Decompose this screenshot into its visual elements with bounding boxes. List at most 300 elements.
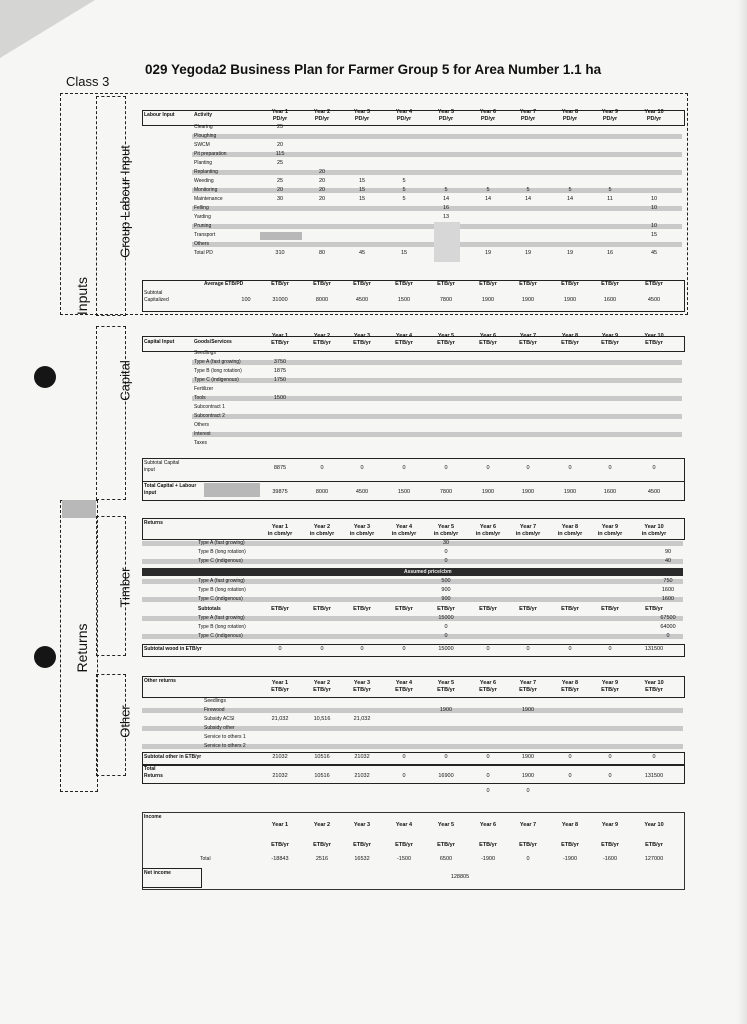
- group-labour-input-side-label: Group Labour Input: [117, 145, 133, 258]
- year-header: Year 7: [519, 333, 537, 339]
- etb-unit-header: ETB/yr: [353, 281, 371, 287]
- income-year-header: Year 8: [561, 822, 579, 828]
- labour-cell: 5: [486, 187, 490, 193]
- unit-header: ETB/yr: [645, 687, 663, 693]
- labour-cell: 16: [606, 250, 614, 256]
- labour-cell: 15: [358, 187, 366, 193]
- income-unit-header: ETB/yr: [353, 842, 371, 848]
- etb-unit-header: ETB/yr: [645, 606, 663, 612]
- capital-subtotal-cell: 0: [568, 465, 572, 471]
- timber-returns-table: [142, 518, 685, 663]
- firewood-y5: 1900: [439, 707, 453, 713]
- unit-header: in cbm/yr: [557, 531, 583, 537]
- unit-header: ETB/yr: [601, 687, 619, 693]
- year-header: Year 3: [353, 524, 371, 530]
- etb-unit-header: ETB/yr: [313, 606, 331, 612]
- unit-header: in cbm/yr: [267, 531, 293, 537]
- other-subtotal-cell: 1900: [521, 754, 535, 760]
- capital-total-cell: 4500: [355, 489, 369, 495]
- income-year-header: Year 5: [437, 822, 455, 828]
- income-unit-header: ETB/yr: [313, 842, 331, 848]
- labour-subtotal-cell: 4500: [355, 297, 369, 303]
- row-stripe: [192, 170, 682, 175]
- labour-subtotal-cell: 1600: [603, 297, 617, 303]
- timber-price-y10: 750: [663, 578, 673, 584]
- unit-header: PD/yr: [354, 116, 370, 122]
- year-header: Year 2: [313, 680, 331, 686]
- page-edge-shadow: [737, 0, 747, 1024]
- capital-total-cell: 1600: [603, 489, 617, 495]
- capital-total-cell: 1900: [481, 489, 495, 495]
- labour-cell: 20: [318, 178, 326, 184]
- income-year-header: Year 3: [353, 822, 371, 828]
- timber-side-label: Timber: [117, 567, 133, 608]
- labour-cell: 14: [484, 196, 492, 202]
- other-subtotal-label: Subtotal other in ETB/yr: [144, 754, 202, 760]
- total-returns-label: Total Returns: [144, 766, 163, 779]
- capital-item-name: Fertilizer: [194, 386, 214, 392]
- labour-cell: 19: [484, 250, 492, 256]
- average-etb-label: Average ETB/PD: [204, 281, 244, 287]
- timber-subtotal-label: Subtotal wood in ETB/yr: [144, 646, 202, 652]
- labour-cell: 20: [318, 187, 326, 193]
- activity-name: Replanting: [194, 169, 218, 175]
- year-header: Year 1: [271, 680, 289, 686]
- labour-cell: 19: [566, 250, 574, 256]
- capital-subtotal-cell: 0: [444, 465, 448, 471]
- etb-unit-header: ETB/yr: [437, 281, 455, 287]
- timber-volume-item: Type A (fast growing): [198, 540, 245, 546]
- labour-input-table: [142, 100, 685, 315]
- capital-subtotal-label: Subtotal Capital input: [144, 460, 180, 473]
- unit-header: PD/yr: [520, 116, 536, 122]
- activity-name: Yarding: [194, 214, 211, 220]
- labour-cell: 5: [402, 178, 406, 184]
- timber-revenue-y10: 0: [666, 633, 670, 639]
- income-total-cell: -1600: [602, 856, 618, 862]
- capital-item-name: Seedlings: [194, 350, 216, 356]
- other-returns-table: [142, 676, 685, 796]
- unit-header: in cbm/yr: [597, 531, 623, 537]
- labour-cell: 20: [318, 169, 326, 175]
- other-item-name: Service to others 2: [204, 743, 246, 749]
- year-header: Year 4: [395, 333, 413, 339]
- capital-item-name: Subcontract 1: [194, 404, 225, 410]
- etb-unit-header: ETB/yr: [313, 281, 331, 287]
- year-header: Year 7: [519, 524, 537, 530]
- unit-header: ETB/yr: [353, 340, 371, 346]
- year-header: Year 6: [479, 333, 497, 339]
- unit-header: ETB/yr: [519, 687, 537, 693]
- income-unit-header: ETB/yr: [601, 842, 619, 848]
- income-total-cell: -1500: [396, 856, 412, 862]
- capital-item-name: Subcontract 2: [194, 413, 225, 419]
- income-total-cell: 16532: [354, 856, 370, 862]
- labour-cell: 5: [608, 187, 612, 193]
- year-header: Year 7: [519, 109, 537, 115]
- activity-label: Activity: [194, 112, 213, 118]
- timber-subtotal-cell: 0: [608, 646, 612, 652]
- activity-name: Planting: [194, 160, 213, 166]
- unit-header: PD/yr: [602, 116, 618, 122]
- etb-unit-header: ETB/yr: [479, 281, 497, 287]
- labour-cell: 15: [358, 196, 366, 202]
- labour-cell: 14: [442, 196, 450, 202]
- total-returns-cell: 0: [608, 773, 612, 779]
- timber-revenue-y10: 67500: [660, 615, 676, 621]
- labour-subtotal-cell: 1900: [481, 297, 495, 303]
- year-header: Year 3: [353, 680, 371, 686]
- etb-unit-header: ETB/yr: [395, 606, 413, 612]
- capital-item-name: Type A (fast growing): [194, 359, 241, 365]
- etb-unit-header: ETB/yr: [645, 281, 663, 287]
- other-subtotal-cell: 10516: [314, 754, 330, 760]
- total-returns-cell: 1900: [521, 773, 535, 779]
- unit-header: in cbm/yr: [391, 531, 417, 537]
- activity-name: Pruning: [194, 223, 212, 229]
- other-subtotal-cell: 21032: [272, 754, 288, 760]
- labour-cell: 13: [442, 214, 450, 220]
- capital-item-value: 3750: [273, 359, 287, 365]
- unit-header: ETB/yr: [561, 340, 579, 346]
- year-header: Year 4: [395, 524, 413, 530]
- timber-price-y5: 900: [441, 587, 451, 593]
- other-item-name: Service to others 1: [204, 734, 246, 740]
- activity-name: Maintenance: [194, 196, 223, 202]
- etb-unit-header: ETB/yr: [519, 606, 537, 612]
- capital-total-cell: 39875: [272, 489, 288, 495]
- year-header: Year 2: [313, 109, 331, 115]
- timber-revenue-y5: 15000: [438, 615, 454, 621]
- labour-cell: 80: [318, 250, 326, 256]
- subtotal-capitalized-label: Subtotal Capitalized: [144, 290, 169, 303]
- year-header: Year 7: [519, 680, 537, 686]
- subsidy-acsi-value: 21,032: [271, 716, 289, 722]
- labour-cell: 20: [318, 196, 326, 202]
- capital-input-label: Capital Input: [144, 339, 175, 345]
- capital-subtotal-cell: 0: [652, 465, 656, 471]
- labour-cell: 5: [402, 187, 406, 193]
- unit-header: ETB/yr: [519, 340, 537, 346]
- labour-input-label: Labour Input: [144, 112, 175, 118]
- row-stripe: [192, 134, 682, 139]
- capital-total-cell: 1900: [521, 489, 535, 495]
- transport-highlight: [260, 232, 302, 240]
- year-header: Year 5: [437, 109, 455, 115]
- capital-item-value: 1750: [273, 377, 287, 383]
- year-header: Year 8: [561, 333, 579, 339]
- other-returns-label: Other returns: [144, 678, 176, 684]
- capital-subtotal-cell: 0: [526, 465, 530, 471]
- labour-subtotal-cell: 31000: [272, 297, 288, 303]
- year-header: Year 3: [353, 109, 371, 115]
- capital-item-value: 1875: [273, 368, 287, 374]
- labour-cell: 15: [400, 250, 408, 256]
- capital-subtotal-cell: 0: [360, 465, 364, 471]
- capital-subtotal-cell: 8875: [273, 465, 287, 471]
- income-table: [142, 812, 685, 892]
- labour-cell: 11: [607, 196, 613, 202]
- row-stripe: [192, 414, 682, 419]
- activity-name: SWCM: [194, 142, 210, 148]
- labour-cell: 115: [275, 151, 285, 157]
- unit-header: in cbm/yr: [641, 531, 667, 537]
- unit-header: ETB/yr: [353, 687, 371, 693]
- income-unit-header: ETB/yr: [437, 842, 455, 848]
- income-total-cell: 127000: [644, 856, 664, 862]
- total-returns-cell: 10516: [314, 773, 330, 779]
- row-stripe: [192, 432, 682, 437]
- labour-cell: 10: [650, 196, 658, 202]
- total-returns-cell: 21032: [272, 773, 288, 779]
- capital-input-table: [142, 330, 685, 500]
- capital-total-cell: 8000: [315, 489, 329, 495]
- timber-subtotal-cell: 0: [402, 646, 406, 652]
- inputs-side-label: Inputs: [74, 276, 90, 316]
- etb-unit-header: ETB/yr: [561, 606, 579, 612]
- capital-item-name: Others: [194, 422, 210, 428]
- year-header: Year 8: [561, 109, 579, 115]
- timber-volume-y5: 0: [444, 558, 448, 564]
- year-header: Year 4: [395, 680, 413, 686]
- unit-header: PD/yr: [438, 116, 454, 122]
- unit-header: in cbm/yr: [349, 531, 375, 537]
- unit-header: ETB/yr: [313, 340, 331, 346]
- income-year-header: Year 7: [519, 822, 537, 828]
- timber-price-y5: 500: [441, 578, 451, 584]
- year-header: Year 3: [353, 333, 371, 339]
- income-year-header: Year 6: [479, 822, 497, 828]
- other-item-name: Seedlings: [204, 698, 226, 704]
- timber-volume-y10: 90: [664, 549, 672, 555]
- income-total-cell: 6500: [439, 856, 453, 862]
- timber-price-item: Type A (fast growing): [198, 578, 245, 584]
- average-etb-value: 100: [241, 297, 251, 303]
- labour-cell: 15: [358, 178, 366, 184]
- unit-header: ETB/yr: [479, 687, 497, 693]
- firewood-y7: 1900: [521, 707, 535, 713]
- unit-header: in cbm/yr: [475, 531, 501, 537]
- year-header: Year 6: [479, 109, 497, 115]
- row-stripe: [192, 378, 682, 383]
- activity-name: Total PD: [194, 250, 213, 256]
- unit-header: PD/yr: [272, 116, 288, 122]
- other-subtotal-cell: 0: [652, 754, 656, 760]
- timber-revenue-item: Type A (fast growing): [198, 615, 245, 621]
- timber-revenue-item: Type B (long rotation): [198, 624, 246, 630]
- capital-subtotal-cell: 0: [320, 465, 324, 471]
- year-header: Year 10: [644, 109, 664, 115]
- income-total-cell: -1900: [480, 856, 496, 862]
- timber-subtotal-cell: 0: [278, 646, 282, 652]
- year-header: Year 2: [313, 524, 331, 530]
- other-side-label: Other: [117, 705, 133, 738]
- income-year-header: Year 9: [601, 822, 619, 828]
- capital-subtotal-cell: 0: [486, 465, 490, 471]
- labour-cell: 5: [568, 187, 572, 193]
- year-header: Year 4: [395, 109, 413, 115]
- income-label: Income: [144, 814, 162, 820]
- income-unit-header: ETB/yr: [395, 842, 413, 848]
- etb-unit-header: ETB/yr: [561, 281, 579, 287]
- year-header: Year 1: [271, 524, 289, 530]
- unit-header: ETB/yr: [561, 687, 579, 693]
- extra-zero-1: 0: [486, 788, 490, 794]
- timber-subtotal-cell: 0: [526, 646, 530, 652]
- unit-header: PD/yr: [396, 116, 412, 122]
- unit-header: PD/yr: [646, 116, 662, 122]
- unit-header: ETB/yr: [479, 340, 497, 346]
- income-unit-header: ETB/yr: [271, 842, 289, 848]
- income-year-header: Year 1: [271, 822, 289, 828]
- timber-subtotal-cell: 0: [320, 646, 324, 652]
- year-header: Year 10: [644, 333, 664, 339]
- year-header: Year 10: [644, 524, 664, 530]
- timber-volume-item: Type C (indigenous): [198, 558, 243, 564]
- row-stripe: [192, 396, 682, 401]
- income-total-cell: -1900: [562, 856, 578, 862]
- labour-cell: 30: [276, 196, 284, 202]
- timber-price-item: Type B (long rotation): [198, 587, 246, 593]
- etb-unit-header: ETB/yr: [437, 606, 455, 612]
- labour-subtotal-cell: 4500: [647, 297, 661, 303]
- other-subtotal-cell: 0: [568, 754, 572, 760]
- other-subtotal-cell: 0: [444, 754, 448, 760]
- capital-item-name: Tools: [194, 395, 206, 401]
- capital-total-label: Total Capital + Labour input: [144, 483, 197, 496]
- labour-cell: 5: [444, 187, 448, 193]
- etb-unit-header: ETB/yr: [479, 606, 497, 612]
- unit-header: PD/yr: [314, 116, 330, 122]
- labour-cell: 20: [276, 187, 284, 193]
- labour-cell: 310: [275, 250, 285, 256]
- assumed-price-label: Assumed price/cbm: [404, 569, 452, 575]
- income-total-cell: 0: [526, 856, 530, 862]
- punch-hole-bottom: [34, 646, 56, 668]
- income-unit-header: ETB/yr: [479, 842, 497, 848]
- year-header: Year 5: [437, 680, 455, 686]
- income-total-cell: 2516: [315, 856, 329, 862]
- etb-unit-header: ETB/yr: [601, 606, 619, 612]
- timber-price-y5: 900: [441, 596, 451, 602]
- labour-cell: 14: [566, 196, 574, 202]
- other-subtotal-cell: 0: [486, 754, 490, 760]
- returns-side-label: Returns: [74, 623, 90, 673]
- page-title: 029 Yegoda2 Business Plan for Farmer Group 5 for Area Number 1.1 ha: [145, 62, 602, 77]
- unit-header: ETB/yr: [395, 340, 413, 346]
- labour-cell: 25: [276, 178, 284, 184]
- total-returns-cell: 131500: [644, 773, 664, 779]
- subtotals-label: Subtotals: [198, 606, 221, 612]
- timber-revenue-y5: 0: [444, 633, 448, 639]
- unit-header: ETB/yr: [645, 340, 663, 346]
- year-header: Year 8: [561, 524, 579, 530]
- income-year-header: Year 4: [395, 822, 413, 828]
- unit-header: in cbm/yr: [433, 531, 459, 537]
- capital-item-name: Interest: [194, 431, 211, 437]
- unit-header: ETB/yr: [437, 340, 455, 346]
- capital-item-value: 1500: [273, 395, 287, 401]
- labour-cell: 45: [358, 250, 366, 256]
- returns-label: Returns: [144, 520, 163, 526]
- labour-cell: 19: [524, 250, 532, 256]
- year-header: Year 9: [601, 333, 619, 339]
- folded-corner: [0, 0, 95, 58]
- capital-item-name: Type C (indigenous): [194, 377, 239, 383]
- year-header: Year 1: [271, 109, 289, 115]
- activity-name: Monitoring: [194, 187, 218, 193]
- year-header: Year 9: [601, 109, 619, 115]
- capital-side-label: Capital: [117, 360, 133, 401]
- activity-name: Weeding: [194, 178, 214, 184]
- labour-cell: 14: [524, 196, 532, 202]
- unit-header: PD/yr: [480, 116, 496, 122]
- activity-name: Transport: [194, 232, 216, 238]
- capital-subtotal-cell: 0: [402, 465, 406, 471]
- income-total-label: Total: [200, 856, 211, 862]
- timber-volume-y5: 30: [442, 540, 450, 546]
- capital-total-cell: 7800: [439, 489, 453, 495]
- labour-cell: 10: [650, 205, 658, 211]
- other-subtotal-cell: 0: [608, 754, 612, 760]
- unit-header: ETB/yr: [271, 687, 289, 693]
- activity-name: Ploughing: [194, 133, 217, 139]
- year-header: Year 8: [561, 680, 579, 686]
- labour-cell: 25: [276, 160, 284, 166]
- class-label: Class 3: [66, 74, 110, 89]
- unit-header: ETB/yr: [437, 687, 455, 693]
- labour-cell: 5: [402, 196, 406, 202]
- labour-cell: 10: [650, 223, 658, 229]
- labour-subtotal-cell: 1900: [563, 297, 577, 303]
- total-returns-cell: 0: [402, 773, 406, 779]
- unit-header: ETB/yr: [271, 340, 289, 346]
- labour-cell: 45: [650, 250, 658, 256]
- timber-revenue-y5: 0: [444, 624, 448, 630]
- labour-cell: 15: [650, 232, 658, 238]
- timber-price-y10: 1600: [661, 596, 675, 602]
- capital-total-cell: 1900: [563, 489, 577, 495]
- capital-total-gray: [204, 483, 260, 497]
- unit-header: in cbm/yr: [515, 531, 541, 537]
- other-item-name: Subsidy other: [204, 725, 235, 731]
- other-item-name: Firewood: [204, 707, 225, 713]
- labour-subtotal-cell: 7800: [439, 297, 453, 303]
- punch-hole-top: [34, 366, 56, 388]
- timber-revenue-y10: 64000: [660, 624, 676, 630]
- extra-zero-2: 0: [526, 788, 530, 794]
- year-header: Year 5: [437, 524, 455, 530]
- etb-unit-header: ETB/yr: [519, 281, 537, 287]
- income-unit-header: ETB/yr: [561, 842, 579, 848]
- timber-price-y10: 1600: [661, 587, 675, 593]
- labour-cell: 5: [526, 187, 530, 193]
- year-header: Year 9: [601, 680, 619, 686]
- capital-item-name: Type B (long rotation): [194, 368, 242, 374]
- subsidy-acsi-value: 10,516: [313, 716, 331, 722]
- year-header: Year 6: [479, 680, 497, 686]
- total-returns-cell: 16900: [438, 773, 454, 779]
- timber-volume-y10: 40: [664, 558, 672, 564]
- capital-total-cell: 4500: [647, 489, 661, 495]
- etb-unit-header: ETB/yr: [601, 281, 619, 287]
- timber-subtotal-cell: 0: [360, 646, 364, 652]
- other-subtotal-cell: 0: [402, 754, 406, 760]
- other-item-name: Subsidy ACSI: [204, 716, 235, 722]
- timber-price-item: Type C (indigenous): [198, 596, 243, 602]
- income-year-header: Year 10: [644, 822, 664, 828]
- timber-revenue-item: Type C (indigenous): [198, 633, 243, 639]
